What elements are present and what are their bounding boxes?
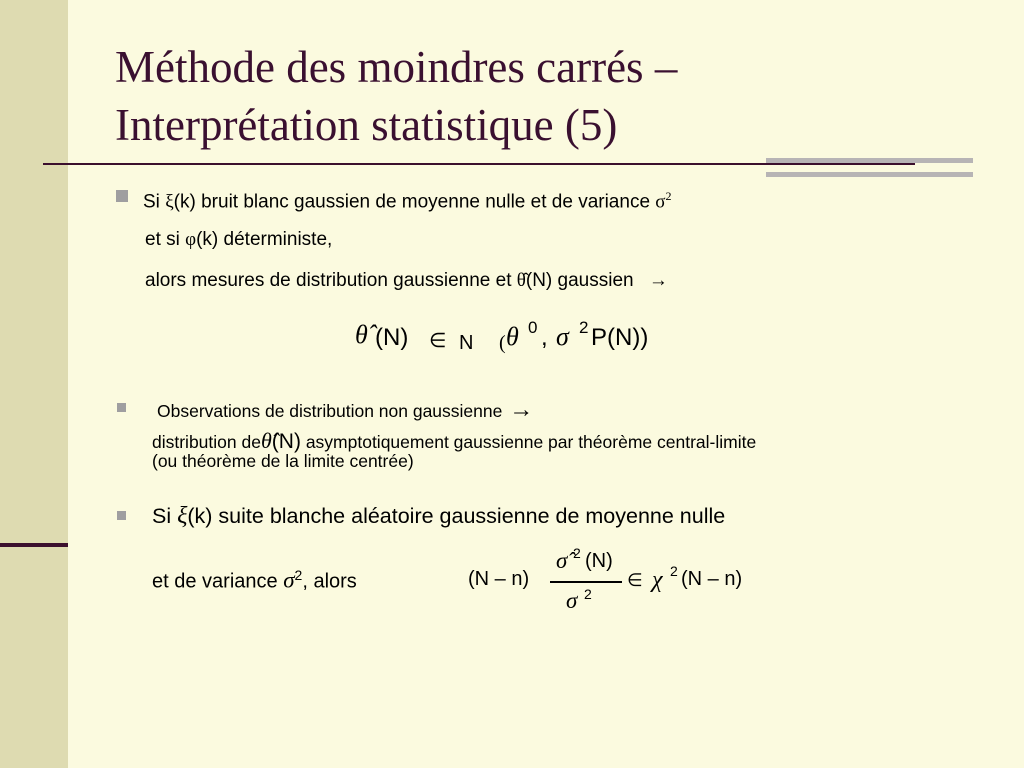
formula-element-of: ∈	[429, 330, 447, 352]
bullet1-line2	[145, 229, 332, 251]
decor-bar-bottom	[766, 172, 973, 177]
bullet3-line2-start: et de variance	[152, 570, 278, 593]
bullet2-line3-text: (ou théorème de la limite centrée)	[152, 451, 414, 471]
formula-theta: θ	[506, 322, 519, 351]
bullet1-line3	[145, 270, 668, 292]
formula-denominator-sigma: σ	[566, 588, 578, 613]
formula-chi: χ	[652, 567, 663, 593]
bullet2-line1-text: Observations de distribution non gaussienne	[157, 401, 503, 421]
bullet3-line2	[152, 567, 357, 594]
bullet1-line1-text: (k) bruit blanc gaussien de moyenne nulle et de variance	[173, 191, 651, 213]
bullet1-line2-start: et si	[145, 229, 180, 250]
xi-symbol: ξ	[165, 191, 174, 213]
formula-sigma: σ	[556, 322, 569, 351]
formula-lhs-factor: (N – n)	[468, 568, 530, 590]
bullet1-line3-end: (N) gaussien	[525, 270, 634, 291]
bullet1-si: Si	[143, 191, 160, 213]
bullet2-line1	[157, 397, 533, 424]
decor-bar-top	[766, 158, 973, 163]
formula-estimator-distribution	[355, 320, 695, 370]
bullet3-line1-text: (k) suite blanche aléatoire gaussienne de moyenne nulle	[187, 504, 726, 528]
left-decor-band	[0, 0, 68, 768]
theta-hat-symbol: θ̂	[260, 428, 272, 453]
slide-title	[115, 38, 975, 154]
formula-sigma-square: 2	[579, 318, 589, 337]
bullet3-line1	[152, 503, 725, 530]
formula-fraction-bar	[550, 581, 622, 583]
sigma-symbol: σ	[283, 567, 295, 593]
formula-theta-superscript: 0	[528, 318, 538, 337]
arrow-right-icon: →	[648, 270, 668, 291]
slide-title-line-1: Méthode des moindres carrés –	[115, 42, 678, 92]
formula-covariance: P(N))	[591, 324, 649, 351]
bullet-square-icon	[117, 511, 126, 520]
square-exponent: 2	[665, 189, 672, 203]
bullet-square-icon	[117, 403, 126, 412]
phi-symbol: φ	[185, 229, 197, 250]
formula-comma: ,	[541, 324, 548, 351]
arrow-right-icon: →	[509, 397, 534, 423]
bullet2-line2-end: asymptotiquement gaussienne par théorème central-limite	[305, 432, 757, 452]
formula-numerator-argument: (N)	[585, 550, 613, 572]
sigma-symbol: σ	[655, 191, 666, 213]
formula-variance-chi2	[468, 545, 768, 625]
formula-n-argument: (N)	[375, 324, 409, 351]
bullet1-line2-end: (k) déterministe,	[196, 229, 333, 250]
formula-sigma-hat: σ̂	[556, 548, 568, 573]
title-underline	[43, 163, 915, 165]
bullet-square-icon	[116, 190, 128, 202]
bullet1-line1	[143, 189, 672, 213]
formula-normal-law: N	[459, 332, 474, 354]
bullet1-line3-start: alors mesures de distribution gaussienne et	[145, 270, 512, 291]
bullet3-line2-end: , alors	[302, 570, 357, 593]
formula-denominator-square: 2	[584, 586, 592, 602]
formula-numerator-square: 2	[573, 545, 581, 561]
square-exponent: 2	[294, 567, 303, 583]
slide-title-line-2: Interprétation statistique (5)	[115, 100, 618, 150]
bullet2-line3	[152, 451, 414, 472]
formula-open-paren: (	[499, 332, 506, 354]
formula-degrees-of-freedom: (N – n)	[681, 568, 743, 590]
formula-theta-hat: θ̂	[355, 320, 368, 349]
xi-symbol: ξ	[177, 503, 188, 529]
formula-chi-square: 2	[670, 563, 678, 579]
theta-hat-symbol: θ̂	[516, 270, 526, 291]
bullet3-si: Si	[152, 504, 172, 528]
formula-element-of: ∈	[627, 570, 643, 590]
bullet2-n-argument: (N)	[271, 430, 301, 453]
left-decor-mark	[0, 543, 68, 547]
bullet2-line2-start: distribution de	[152, 432, 261, 452]
